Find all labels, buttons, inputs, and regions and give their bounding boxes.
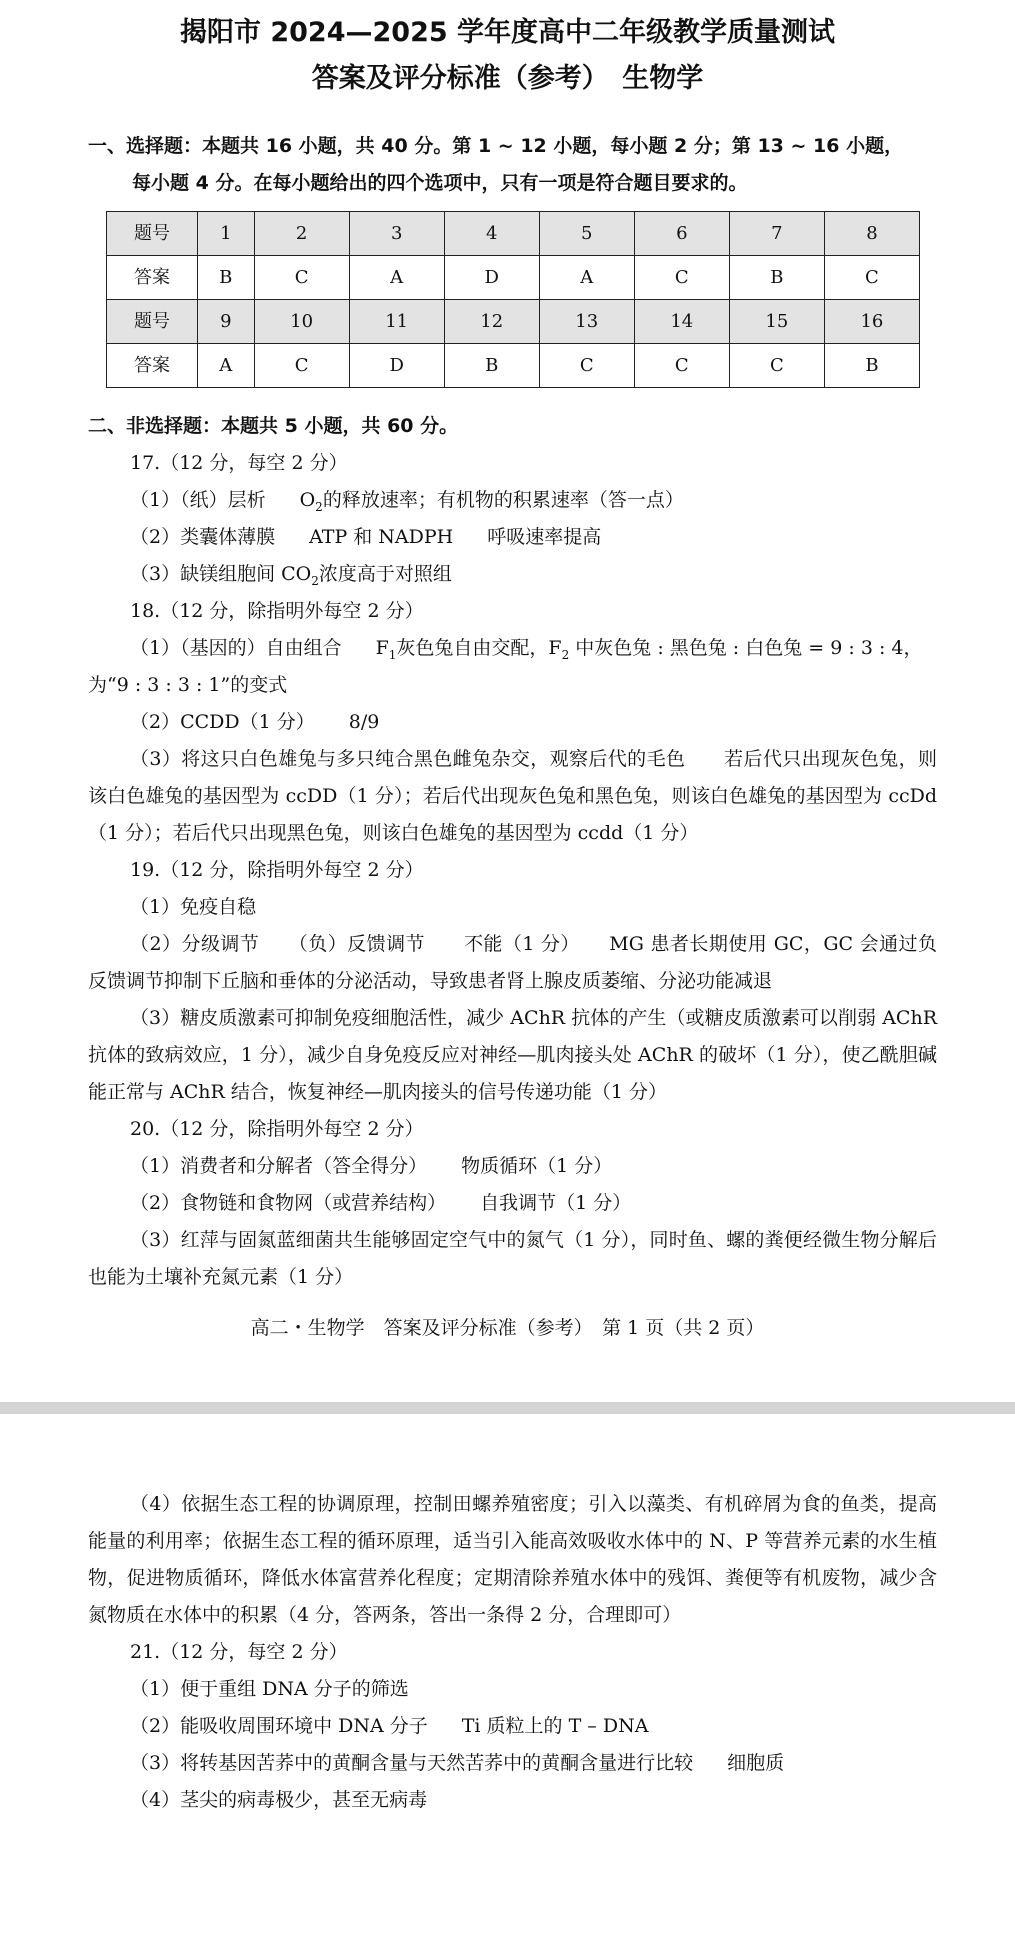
question-number-cell: 13 xyxy=(539,300,634,344)
q17-heading: 17.（12 分，每空 2 分） xyxy=(130,452,348,474)
answer-label: 答案 xyxy=(107,344,198,388)
section-1-line-1: 一、选择题：本题共 16 小题，共 40 分。第 1 ~ 12 小题，每小题 2 分；第 13 ~ 16 小题， xyxy=(88,135,904,157)
question-number-cell: 10 xyxy=(254,300,349,344)
answer-table xyxy=(106,211,920,388)
q21-answer-2: （2）能吸收周围环境中 DNA 分子 Ti 质粒上的 T – DNA xyxy=(130,1715,649,1737)
q18-heading: 18.（12 分，除指明外每空 2 分） xyxy=(130,600,424,622)
question-number-cell: 4 xyxy=(444,212,539,256)
question-number-cell: 5 xyxy=(539,212,634,256)
answer-cell: B xyxy=(444,344,539,388)
answer-cell: C xyxy=(254,256,349,300)
page-footer: 高二・生物学 答案及评分标准（参考） 第 1 页（共 2 页） xyxy=(250,1317,765,1339)
q21-heading: 21.（12 分，每空 2 分） xyxy=(130,1641,348,1663)
question-number-row xyxy=(107,300,920,344)
answer-row xyxy=(107,256,920,300)
answer-cell: C xyxy=(254,344,349,388)
answer-row xyxy=(107,344,920,388)
answer-cell: C xyxy=(634,256,729,300)
q17-answer-2: （2）类囊体薄膜 ATP 和 NADPH 呼吸速率提高 xyxy=(130,526,602,548)
question-number-cell: 12 xyxy=(444,300,539,344)
section-2-heading: 二、非选择题：本题共 5 小题，共 60 分。 xyxy=(88,415,459,437)
question-number-cell: 3 xyxy=(349,212,444,256)
section-1-heading xyxy=(88,128,945,202)
answer-cell: D xyxy=(349,344,444,388)
answer-cell: C xyxy=(824,256,919,300)
q19-answer-1: （1）免疫自稳 xyxy=(130,896,257,918)
answer-cell: C xyxy=(539,344,634,388)
question-number-row xyxy=(107,212,920,256)
question-number-label: 题号 xyxy=(107,300,198,344)
answer-cell: D xyxy=(444,256,539,300)
answer-cell: A xyxy=(198,344,255,388)
q20-answer-2: （2）食物链和食物网（或营养结构） 自我调节（1 分） xyxy=(130,1192,632,1214)
q21-answer-3: （3）将转基因苦荞中的黄酮含量与天然苦荞中的黄酮含量进行比较 细胞质 xyxy=(130,1752,785,1774)
section-2 xyxy=(88,408,937,1296)
q18-answer-1: （1）（基因的）自由组合 $F_1$灰色兔自由交配，$F_2$ 中灰色兔 : 黑色兔 : 白色兔 = 9 : 3 : 4， xyxy=(130,637,923,662)
q17-answer-3: （3）缺镁组胞间 $CO_2$浓度高于对照组 xyxy=(130,563,452,588)
q17-answer-1: （1）（纸）层析 $O_2$的释放速率；有机物的积累速率（答一点） xyxy=(130,489,684,514)
question-number-cell: 14 xyxy=(634,300,729,344)
answer-cell: C xyxy=(729,344,824,388)
q19-heading: 19.（12 分，除指明外每空 2 分） xyxy=(130,859,424,881)
q20-heading: 20.（12 分，除指明外每空 2 分） xyxy=(130,1118,424,1140)
answer-label: 答案 xyxy=(107,256,198,300)
question-number-cell: 16 xyxy=(824,300,919,344)
question-number-cell: 6 xyxy=(634,212,729,256)
page-2-content xyxy=(88,1486,937,1819)
q21-answer-1: （1）便于重组 DNA 分子的筛选 xyxy=(130,1678,409,1700)
answer-cell: B xyxy=(729,256,824,300)
question-number-cell: 2 xyxy=(254,212,349,256)
question-number-cell: 8 xyxy=(824,212,919,256)
q18-answer-1-cont: 为“9 : 3 : 3 : 1”的变式 xyxy=(88,674,288,696)
answer-cell: A xyxy=(349,256,444,300)
q21-answer-4: （4）茎尖的病毒极少，甚至无病毒 xyxy=(130,1789,428,1811)
document-subtitle: 答案及评分标准（参考） 生物学 xyxy=(311,63,704,94)
section-1-line-2: 每小题 4 分。在每小题给出的四个选项中，只有一项是符合题目要求的。 xyxy=(132,172,748,194)
question-number-cell: 15 xyxy=(729,300,824,344)
answer-cell: A xyxy=(539,256,634,300)
document-title: 揭阳市 2024—2025 学年度高中二年级教学质量测试 xyxy=(179,17,836,48)
q20-answer-4: （4）依据生态工程的协调原理，控制田螺养殖密度；引入以藻类、有机碎屑为食的鱼类，提高能量的利用率；依据生态工程的循环原理，适当引入能高效吸收水体中的 N、P 等营养元素的水生植物，促进物质循环，降低水体富营养化程度；定期清除养殖水体中的残饵、粪便等有机废物，减少含氮物质在水体中的积累（4 分，答两条，答出一条得 2 分，合理即可） xyxy=(88,1493,937,1626)
question-number-cell: 1 xyxy=(198,212,255,256)
question-number-cell: 7 xyxy=(729,212,824,256)
q20-answer-1: （1）消费者和分解者（答全得分） 物质循环（1 分） xyxy=(130,1155,613,1177)
page-separator xyxy=(0,1402,1015,1414)
q19-answer-2: （2）分级调节 （负）反馈调节 不能（1 分） MG 患者长期使用 GC，GC 会通过负反馈调节抑制下丘脑和垂体的分泌活动，导致患者肾上腺皮质萎缩、分泌功能减退 xyxy=(88,933,937,992)
page-2 xyxy=(0,1414,1015,1948)
answer-cell: C xyxy=(634,344,729,388)
question-number-label: 题号 xyxy=(107,212,198,256)
q20-answer-3: （3）红萍与固氮蓝细菌共生能够固定空气中的氮气（1 分），同时鱼、螺的粪便经微生物分解后也能为土壤补充氮元素（1 分） xyxy=(88,1229,937,1288)
q18-answer-2: （2）CCDD（1 分） 8/9 xyxy=(130,711,380,733)
question-number-cell: 9 xyxy=(198,300,255,344)
answer-cell: B xyxy=(824,344,919,388)
q19-answer-3: （3）糖皮质激素可抑制免疫细胞活性，减少 AChR 抗体的产生（或糖皮质激素可以削弱 AChR 抗体的致病效应，1 分），减少自身免疫反应对神经—肌肉接头处 AChR 的破坏（1 分），使乙酰胆碱能正常与 AChR 结合，恢复神经—肌肉接头的信号传递功能（1 分） xyxy=(88,1007,937,1103)
answer-cell: B xyxy=(198,256,255,300)
q18-answer-3: （3）将这只白色雄兔与多只纯合黑色雌兔杂交，观察后代的毛色 若后代只出现灰色兔，则该白色雄兔的基因型为 ccDD（1 分）；若后代出现灰色兔和黑色兔，则该白色雄兔的基因型为 ccDd（1 分）；若后代只出现黑色兔，则该白色雄兔的基因型为 ccdd（1 分） xyxy=(88,748,937,844)
question-number-cell: 11 xyxy=(349,300,444,344)
